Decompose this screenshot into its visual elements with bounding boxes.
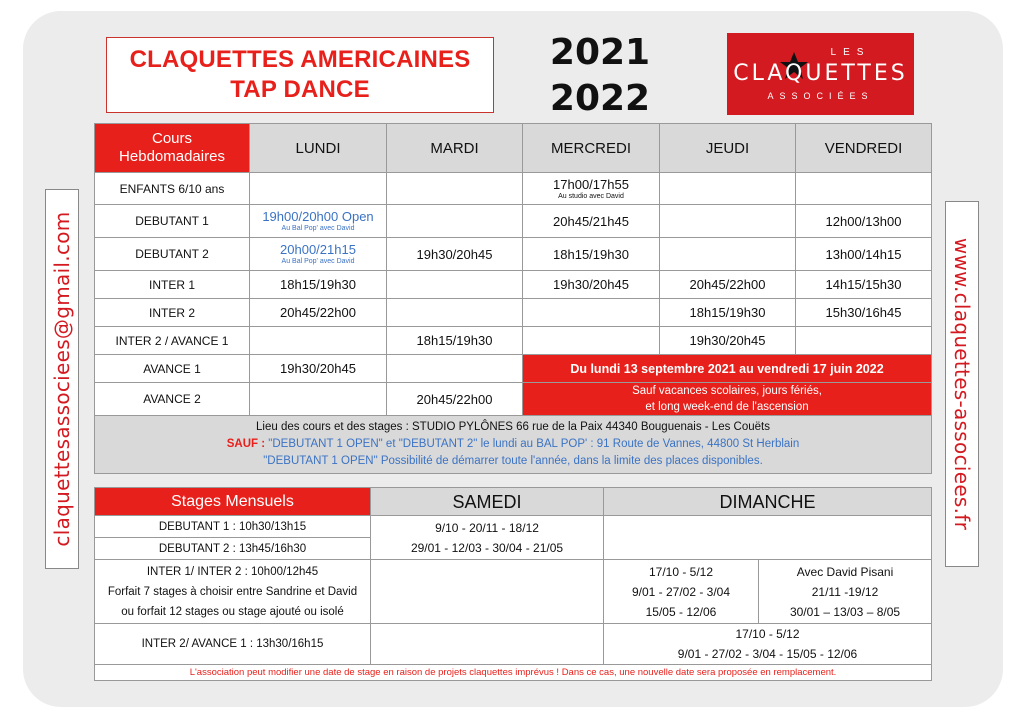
time-cell	[250, 205, 387, 238]
day-header-vendredi: VENDREDI	[796, 124, 932, 173]
time-cell: 12h00/13h00	[796, 205, 932, 238]
table-row	[95, 560, 932, 624]
saturday-empty	[371, 624, 604, 665]
time-cell	[660, 238, 796, 271]
date-line: 30/01 – 13/03 – 8/05	[789, 604, 901, 619]
stages-corner-cell: Stages Mensuels	[95, 488, 371, 516]
time-cell: 19h30/20h45	[387, 238, 523, 271]
day-header-lundi: LUNDI	[250, 124, 387, 173]
time-cell	[250, 238, 387, 271]
time-text: 17h00/17h55	[553, 176, 629, 192]
corner-line-1: Cours	[151, 130, 192, 147]
time-cell: 20h45/21h45	[523, 205, 660, 238]
sunday-dates	[604, 624, 932, 665]
footer-row	[95, 665, 932, 681]
time-cell	[250, 173, 387, 205]
date-line: 17/10 - 5/12	[648, 564, 714, 579]
time-cell: 20h45/22h00	[660, 271, 796, 299]
year-start: 2021	[549, 32, 651, 73]
level-cell: INTER 2/ AVANCE 1 : 13h30/16h15	[95, 624, 371, 665]
location-cell	[95, 416, 932, 474]
time-cell: 18h15/19h30	[523, 238, 660, 271]
sunday-dates-david	[759, 560, 932, 624]
level-cell: INTER 2	[95, 299, 250, 327]
title-line-1: CLAQUETTES AMERICAINES	[129, 46, 471, 73]
corner-line-2: Hebdomadaires	[119, 148, 225, 165]
time-cell	[523, 299, 660, 327]
logo-les: LES	[830, 47, 871, 58]
title-line-2: TAP DANCE	[230, 76, 370, 103]
level-cell: DEBUTANT 2	[95, 238, 250, 271]
date-line: 21/11 -19/12	[811, 584, 879, 599]
time-cell: 18h15/19h30	[660, 299, 796, 327]
time-cell: 13h00/14h15	[796, 238, 932, 271]
logo-main: CLAQUETTES	[733, 61, 908, 86]
level-line: ou forfait 12 stages ou stage ajouté ou isolé	[121, 605, 344, 618]
level-cell: AVANCE 1	[95, 355, 250, 383]
open-note: "DEBUTANT 1 OPEN" Possibilité de démarrer toute l'année, dans la limite des places disponibles.	[263, 455, 763, 467]
table-row	[95, 238, 932, 271]
monthly-stages-table	[94, 487, 932, 681]
time-cell: 18h15/19h30	[250, 271, 387, 299]
time-note: Au Bal Pop' avec David	[281, 258, 355, 265]
exception-line	[95, 436, 931, 453]
logo	[727, 33, 914, 115]
time-cell	[387, 205, 523, 238]
time-cell: 20h45/22h00	[250, 299, 387, 327]
day-header-dimanche: DIMANCHE	[604, 488, 932, 516]
time-cell: 15h30/16h45	[796, 299, 932, 327]
location-row	[95, 416, 932, 474]
time-cell	[796, 327, 932, 355]
day-header-samedi: SAMEDI	[371, 488, 604, 516]
time-cell: 18h15/19h30	[387, 327, 523, 355]
time-cell	[387, 271, 523, 299]
table-row	[95, 355, 932, 383]
time-cell: 19h30/20h45	[250, 355, 387, 383]
time-cell	[387, 355, 523, 383]
time-cell: 20h45/22h00	[387, 383, 523, 416]
level-cell: DEBUTANT 2 : 13h45/16h30	[95, 538, 371, 560]
day-header-jeudi: JEUDI	[660, 124, 796, 173]
weekly-header-row	[95, 124, 932, 173]
stages-header-row	[95, 488, 932, 516]
time-cell	[660, 205, 796, 238]
time-text: 19h00/20h00 Open	[262, 209, 374, 224]
time-cell	[387, 299, 523, 327]
day-header-mardi: MARDI	[387, 124, 523, 173]
level-cell: ENFANTS 6/10 ans	[95, 173, 250, 205]
holiday-line-2: et long week-end de l'ascension	[645, 401, 809, 413]
table-row	[95, 205, 932, 238]
day-header-mercredi: MERCREDI	[523, 124, 660, 173]
weekly-corner-cell	[95, 124, 250, 173]
time-cell	[250, 327, 387, 355]
date-line: 9/10 - 20/11 - 18/12	[435, 520, 539, 535]
table-row	[95, 516, 932, 538]
table-row	[95, 173, 932, 205]
location-line: Lieu des cours et des stages : STUDIO PYLÔNES 66 rue de la Paix 44340 Bouguenais - Les Couëts	[256, 421, 770, 433]
time-text: 20h00/21h15	[280, 242, 356, 257]
time-cell: 14h15/15h30	[796, 271, 932, 299]
table-row	[95, 327, 932, 355]
time-cell	[387, 173, 523, 205]
time-cell	[523, 173, 660, 205]
level-line: Forfait 7 stages à choisir entre Sandrine et David	[107, 585, 358, 598]
level-line: INTER 1/ INTER 2 : 10h00/12h45	[146, 565, 319, 578]
time-cell	[660, 173, 796, 205]
email-text[interactable]: claquettesassociees@gmail.com	[50, 211, 74, 547]
weekly-schedule-table	[94, 123, 932, 474]
sauf-text: "DEBUTANT 1 OPEN" et "DEBUTANT 2" le lundi au BAL POP' : 91 Route de Vannes, 44800 St Herblain	[268, 438, 800, 450]
time-note: Au Bal Pop' avec David	[281, 225, 355, 232]
holiday-notice	[523, 383, 932, 416]
logo-sub: ASSOCIÉES	[767, 91, 874, 101]
saturday-empty	[371, 560, 604, 624]
holiday-line-1: Sauf vacances scolaires, jours fériés,	[632, 385, 822, 397]
website-banner	[945, 201, 979, 567]
level-cell: INTER 1	[95, 271, 250, 299]
time-cell	[523, 327, 660, 355]
date-line: 9/01 - 27/02 - 3/04 - 15/05 - 12/06	[677, 647, 858, 661]
level-cell: DEBUTANT 1	[95, 205, 250, 238]
sunday-dates	[604, 560, 759, 624]
table-row	[95, 271, 932, 299]
email-banner	[45, 189, 79, 569]
sauf-label: SAUF :	[226, 438, 266, 450]
level-cell	[95, 560, 371, 624]
table-row	[95, 299, 932, 327]
saturday-dates	[371, 516, 604, 560]
table-row	[95, 624, 932, 665]
level-cell: AVANCE 2	[95, 383, 250, 416]
date-line: 17/10 - 5/12	[735, 627, 800, 641]
date-line: 9/01 - 27/02 - 3/04	[631, 584, 731, 599]
time-note: Au studio avec David	[558, 192, 624, 200]
season-dates: Du lundi 13 septembre 2021 au vendredi 17 juin 2022	[523, 355, 932, 383]
page-title	[106, 37, 494, 113]
date-line: Avec David Pisani	[796, 564, 894, 579]
website-text[interactable]: www.claquettes-associees.fr	[950, 237, 974, 531]
level-cell: DEBUTANT 1 : 10h30/13h15	[95, 516, 371, 538]
footer-note: L'association peut modifier une date de stage en raison de projets claquettes imprévus ! Dans ce cas, une nouvelle date sera proposée en remplacement.	[95, 665, 932, 681]
time-cell: 19h30/20h45	[660, 327, 796, 355]
level-cell: INTER 2 / AVANCE 1	[95, 327, 250, 355]
sunday-empty	[604, 516, 932, 560]
time-cell	[796, 173, 932, 205]
time-cell: 19h30/20h45	[523, 271, 660, 299]
time-cell	[250, 383, 387, 416]
date-line: 29/01 - 12/03 - 30/04 - 21/05	[410, 540, 564, 555]
year-end: 2022	[549, 78, 651, 119]
table-row	[95, 383, 932, 416]
date-line: 15/05 - 12/06	[645, 604, 717, 619]
